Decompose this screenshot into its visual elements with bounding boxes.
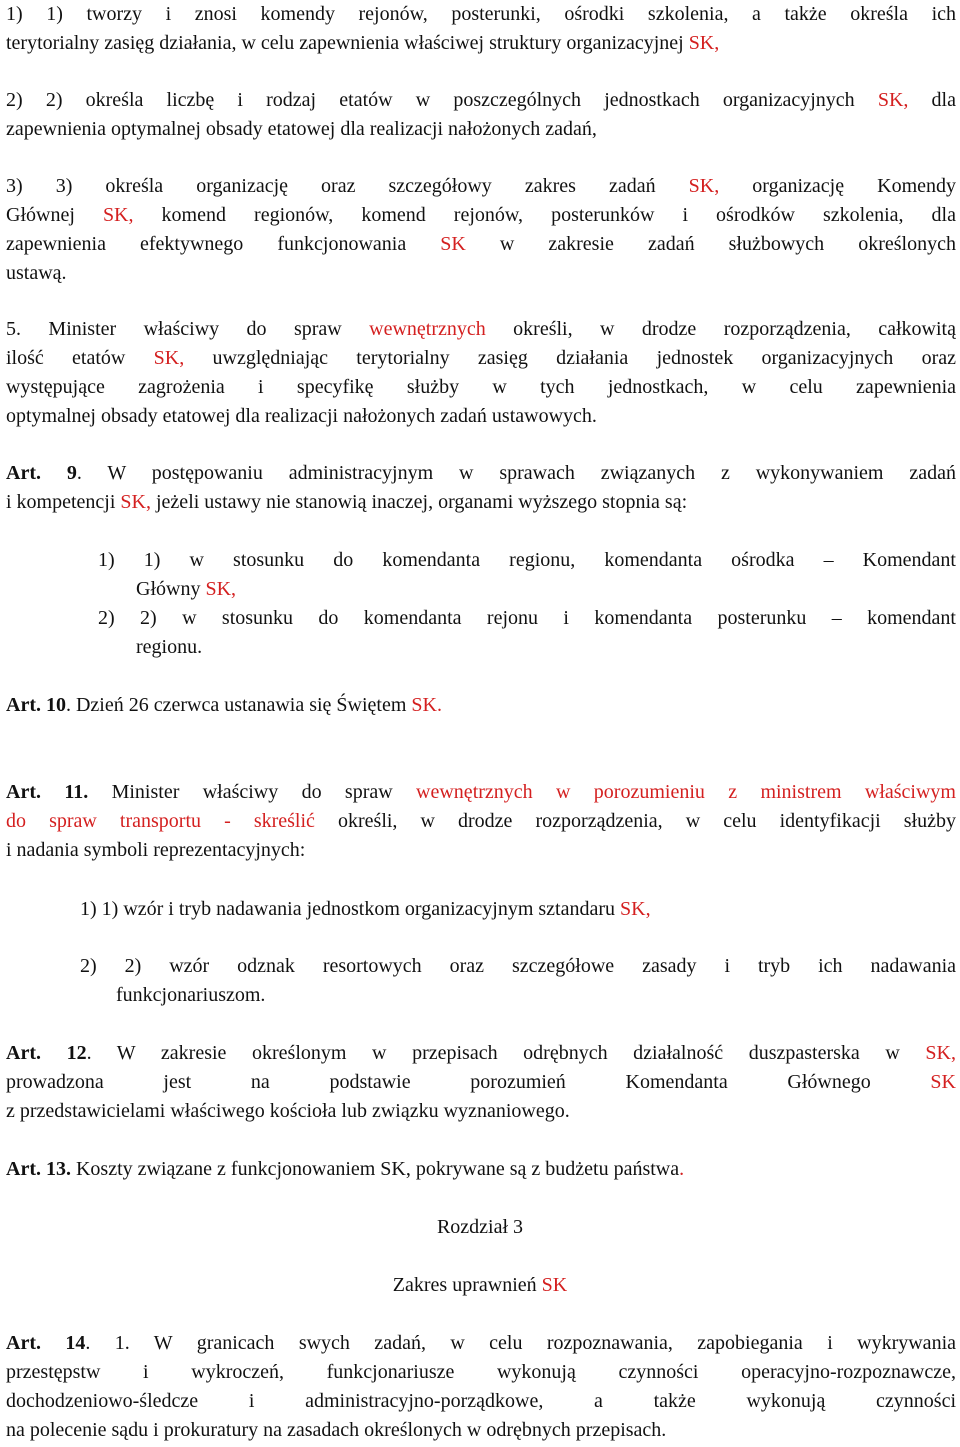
text-line — [6, 259, 956, 288]
text-segment: prowadzona jest na podstawie porozumień Komendanta Głównego — [6, 1071, 931, 1093]
text-segment: Zakres uprawnień — [392, 1274, 542, 1296]
highlighted-text: SK — [930, 1071, 956, 1093]
text-segment: przestępstw i wykroczeń, funkcjonariusze wykonują czynności operacyjno-rozpoznawcze, — [6, 1361, 956, 1383]
item-2-staffing — [6, 86, 956, 144]
text-line — [6, 373, 956, 402]
text-segment: 2) 2) określa liczbę i rodzaj etatów w poszczególnych jednostkach organizacyjnych — [6, 89, 878, 111]
text-segment: Koszty związane z funkcjonowaniem SK, pokrywane są z budżetu państwa — [70, 1158, 680, 1180]
text-segment: uwzględniając terytorialny zasięg działania jednostek organizacyjnych oraz — [184, 347, 956, 369]
highlighted-text: . — [679, 1158, 685, 1180]
text-line — [6, 172, 956, 201]
text-line — [98, 546, 956, 575]
text-segment: określi, w drodze rozporządzenia, całkowitą — [485, 318, 956, 340]
art-14 — [6, 1329, 956, 1445]
text-line — [6, 459, 956, 488]
text-line — [6, 1039, 956, 1068]
highlighted-text: SK, — [120, 491, 151, 513]
art-9 — [6, 459, 956, 517]
highlighted-text: SK, — [688, 32, 720, 54]
text-line — [6, 29, 956, 58]
art-11-item-2 — [80, 952, 956, 1010]
article-label: Art. 9 — [6, 462, 77, 484]
text-segment: 3) 3) określa organizację oraz szczegółowy zakres zadań — [6, 175, 689, 197]
highlighted-text: SK, — [925, 1042, 956, 1064]
text-line — [6, 807, 956, 836]
text-segment: . 1. W granicach swych zadań, w celu rozpoznawania, zapobiegania i wykrywania — [85, 1332, 956, 1354]
text-segment: 5. Minister właściwy do spraw — [6, 318, 370, 340]
text-segment: . W zakresie określonym w przepisach odrębnych działalność duszpasterska w — [86, 1042, 926, 1064]
text-segment: i nadania symboli reprezentacyjnych: — [6, 839, 306, 861]
text-segment: ilość etatów — [6, 347, 154, 369]
highlighted-text: SK — [541, 1274, 568, 1296]
text-segment: 2) 2) wzór odznak resortowych oraz szczegółowe zasady i tryb ich nadawania — [80, 955, 956, 977]
text-line — [6, 778, 956, 807]
text-line — [6, 1387, 956, 1416]
item-3-tasks — [6, 172, 956, 288]
text-segment: 2) 2) w stosunku do komendanta rejonu i komendanta posterunku – komendant — [98, 607, 956, 629]
text-line — [0, 1213, 960, 1242]
text-segment: występujące zagrożenia i specyfikę służby w tych jednostkach, w celu zapewnienia — [6, 376, 956, 398]
text-line — [6, 115, 956, 144]
text-line — [0, 1271, 960, 1300]
art-10 — [6, 691, 956, 720]
text-segment: Rozdział 3 — [436, 1216, 524, 1238]
highlighted-text: SK, — [205, 578, 237, 600]
text-segment: funkcjonariuszom. — [116, 984, 266, 1006]
text-segment: dla — [908, 89, 956, 111]
highlighted-text: SK, — [153, 347, 185, 369]
text-line — [6, 1155, 956, 1184]
highlighted-text: SK, — [620, 898, 651, 920]
text-segment: na polecenie sądu i prokuratury na zasadach określonych w odrębnych przepisach. — [6, 1419, 667, 1441]
text-line — [6, 1068, 956, 1097]
text-segment: zapewnienia efektywnego funkcjonowania — [6, 233, 441, 255]
text-line — [6, 1358, 956, 1387]
highlighted-text: wewnętrznych — [369, 318, 486, 340]
art-12 — [6, 1039, 956, 1126]
art-9-item-1 — [98, 546, 956, 604]
text-segment: 1) 1) tworzy i znosi komendy rejonów, posterunki, ośrodki szkolenia, a także określa ich — [6, 3, 956, 25]
text-segment: i kompetencji — [6, 491, 121, 513]
text-segment: określi, w drodze rozporządzenia, w celu identyfikacji służby — [314, 810, 956, 832]
text-line — [80, 952, 956, 981]
article-label: Art. 12 — [6, 1042, 87, 1064]
highlighted-text: do spraw transportu - skreślić — [6, 810, 315, 832]
text-segment: Główny — [136, 578, 206, 600]
art-11-item-1 — [80, 895, 956, 924]
text-line — [6, 1329, 956, 1358]
text-segment: w zakresie zadań służbowych określonych — [465, 233, 956, 255]
text-segment: . W postępowaniu administracyjnym w sprawach związanych z wykonywaniem zadań — [76, 462, 956, 484]
text-line — [6, 691, 956, 720]
paragraph-5 — [6, 315, 956, 431]
text-segment: regionu. — [136, 636, 203, 658]
text-line — [80, 981, 956, 1010]
text-line — [6, 1416, 956, 1445]
highlighted-text: SK, — [877, 89, 909, 111]
text-segment: 1) 1) w stosunku do komendanta regionu, komendanta ośrodka – Komendant — [98, 549, 956, 571]
text-line — [98, 633, 956, 662]
text-line — [6, 488, 956, 517]
text-segment: terytorialny zasięg działania, w celu zapewnienia właściwej struktury organizacyjnej — [6, 32, 689, 54]
text-line — [6, 0, 956, 29]
text-segment: ustawą. — [6, 262, 67, 284]
text-segment: zapewnienia optymalnej obsady etatowej dla realizacji nałożonych zadań, — [6, 118, 597, 140]
text-line — [98, 604, 956, 633]
chapter-title — [0, 1271, 960, 1300]
article-label: Art. 13. — [6, 1158, 71, 1180]
text-segment: komend regionów, komend rejonów, posterunków i ośrodków szkolenia, dla — [133, 204, 956, 226]
text-line — [6, 836, 956, 865]
text-line — [6, 1097, 956, 1126]
article-label: Art. 14 — [6, 1332, 86, 1354]
text-line — [6, 402, 956, 431]
highlighted-text: SK, — [102, 204, 134, 226]
text-line — [6, 315, 956, 344]
text-segment: z przedstawicielami właściwego kościoła lub związku wyznaniowego. — [6, 1100, 570, 1122]
text-line — [98, 575, 956, 604]
article-label: Art. 10 — [6, 694, 66, 716]
chapter-number — [0, 1213, 960, 1242]
text-segment: Minister właściwy do spraw — [88, 781, 417, 803]
text-segment: . Dzień 26 czerwca ustanawia się Świętem — [65, 694, 412, 716]
item-1-organization — [6, 0, 956, 58]
art-11 — [6, 778, 956, 865]
text-segment: Głównej — [6, 204, 103, 226]
text-line — [80, 895, 956, 924]
art-9-item-2 — [98, 604, 956, 662]
text-line — [6, 230, 956, 259]
text-segment: organizację Komendy — [719, 175, 956, 197]
highlighted-text: SK. — [411, 694, 442, 716]
art-13 — [6, 1155, 956, 1184]
highlighted-text: wewnętrznych w porozumieniu z ministrem właściwym — [416, 781, 956, 803]
text-segment: optymalnej obsady etatowej dla realizacji nałożonych zadań ustawowych. — [6, 405, 597, 427]
article-label: Art. 11. — [6, 781, 89, 803]
highlighted-text: SK, — [688, 175, 720, 197]
text-line — [6, 344, 956, 373]
text-segment: dochodzeniowo-śledcze i administracyjno-porządkowe, a także wykonują czynności — [6, 1390, 956, 1412]
text-segment: 1) 1) wzór i tryb nadawania jednostkom organizacyjnym sztandaru — [80, 898, 621, 920]
text-line — [6, 86, 956, 115]
highlighted-text: SK — [440, 233, 466, 255]
text-segment: jeżeli ustawy nie stanowią inaczej, organami wyższego stopnia są: — [151, 491, 688, 513]
text-line — [6, 201, 956, 230]
